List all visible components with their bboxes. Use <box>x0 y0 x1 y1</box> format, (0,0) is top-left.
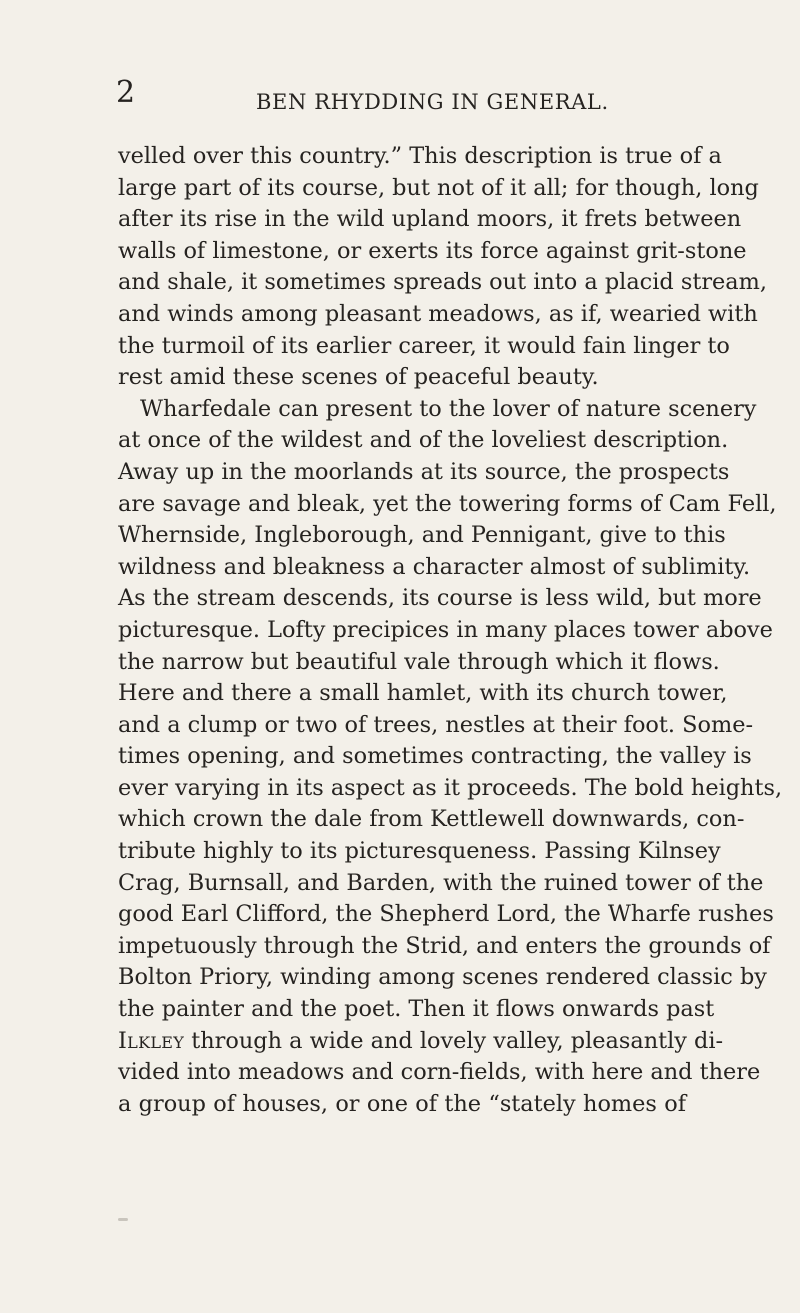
paragraph-end-line: rest amid these scenes of peaceful beauty. <box>118 364 599 391</box>
text-line: and shale, it sometimes spreads out into a placid stream, <box>118 269 767 296</box>
text-line: which crown the dale from Kettlewell downwards, con- <box>118 806 745 833</box>
text-line: the painter and the poet. Then it flows onwards past <box>118 996 715 1023</box>
text-line: the turmoil of its earlier career, it would fain linger to <box>118 332 730 359</box>
text-line: and winds among pleasant meadows, as if, wearied with <box>118 300 758 327</box>
text-line-with-place-name <box>118 1026 724 1058</box>
text-line: the narrow but beautiful vale through which it flows. <box>118 648 720 675</box>
text-line: are savage and bleak, yet the towering forms of Cam Fell, <box>118 490 777 517</box>
text-line: times opening, and sometimes contracting, the valley is <box>118 743 752 770</box>
text-line: and a clump or two of trees, nestles at their foot. Some- <box>118 711 754 738</box>
text-line: Away up in the moorlands at its source, the prospects <box>118 458 730 485</box>
text-line: Here and there a small hamlet, with its church tower, <box>118 680 728 707</box>
text-line: walls of limestone, or exerts its force against grit-stone <box>118 237 747 264</box>
body-text <box>118 141 783 1120</box>
text-line: tribute highly to its picturesqueness. Passing Kilnsey <box>118 838 721 865</box>
running-head: BEN RHYDDING IN GENERAL. <box>256 90 609 114</box>
text-line: picturesque. Lofty precipices in many places tower above <box>118 616 773 643</box>
print-smudge-mark <box>118 1218 128 1221</box>
text-line: vided into meadows and corn-fields, with here and there <box>118 1059 761 1086</box>
text-line: at once of the wildest and of the loveliest description. <box>118 427 729 454</box>
text-line: wildness and bleakness a character almost of sublimity. <box>118 553 751 580</box>
text-line: large part of its course, but not of it all; for though, long <box>118 174 759 201</box>
text-line: good Earl Clifford, the Shepherd Lord, the Wharfe rushes <box>118 901 774 928</box>
text-line: Crag, Burnsall, and Barden, with the ruined tower of the <box>118 869 764 896</box>
paragraph-start-line: Wharfedale can present to the lover of nature scenery <box>140 395 757 422</box>
text-line-remainder: through a wide and lovely valley, pleasantly di- <box>191 1027 724 1054</box>
text-line: velled over this country.” This description is true of a <box>118 143 722 169</box>
text-line: Bolton Priory, winding among scenes rendered classic by <box>118 964 767 991</box>
text-line: ever varying in its aspect as it proceeds. The bold heights, <box>118 774 783 801</box>
page-number: 2 <box>116 75 136 110</box>
text-line: a group of houses, or one of the “stately homes of <box>118 1090 686 1117</box>
place-name-small-caps: Ilkley <box>118 1027 185 1054</box>
text-line: after its rise in the wild upland moors, it frets between <box>118 206 742 233</box>
text-line: impetuously through the Strid, and enters the grounds of <box>118 932 771 959</box>
text-line: Whernside, Ingleborough, and Pennigant, give to this <box>118 522 726 549</box>
text-line: As the stream descends, its course is less wild, but more <box>118 585 762 612</box>
